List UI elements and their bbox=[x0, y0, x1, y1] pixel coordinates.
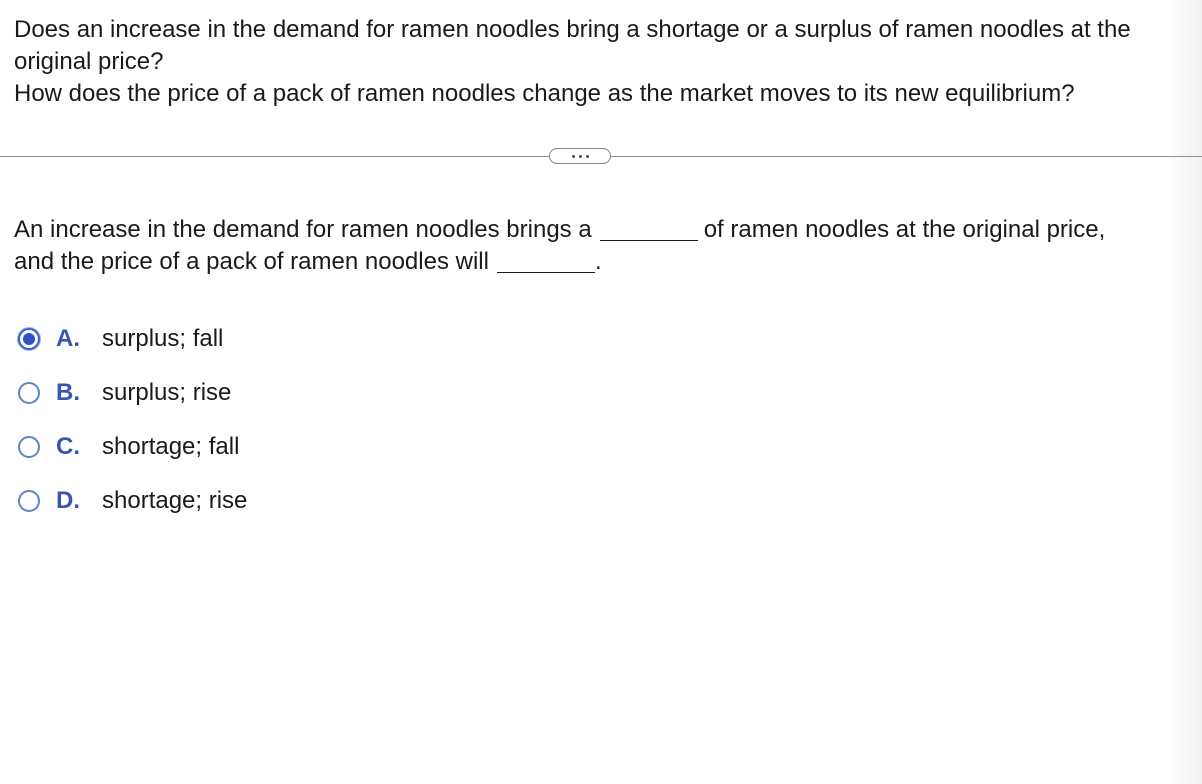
option-a[interactable] bbox=[18, 312, 247, 366]
radio-button[interactable] bbox=[18, 382, 40, 404]
answer-blank-2 bbox=[497, 246, 595, 273]
answer-options bbox=[18, 312, 247, 528]
option-b[interactable] bbox=[18, 366, 247, 420]
ellipsis-icon-dot bbox=[586, 155, 589, 158]
option-letter: D. bbox=[56, 487, 80, 514]
option-text: shortage; fall bbox=[102, 433, 240, 460]
option-d[interactable] bbox=[18, 474, 247, 528]
option-letter: C. bbox=[56, 433, 80, 460]
answer-line-1 bbox=[14, 214, 1200, 246]
option-text: surplus; fall bbox=[102, 325, 224, 352]
option-c[interactable] bbox=[18, 420, 247, 474]
ellipsis-icon-dot bbox=[579, 155, 582, 158]
option-text: shortage; rise bbox=[102, 487, 248, 514]
option-letter: A. bbox=[56, 325, 80, 352]
question-line-1: Does an increase in the demand for ramen noodles bring a shortage or a surplus of ramen noodles at the original price? bbox=[14, 16, 1131, 75]
answer-part-1: An increase in the demand for ramen noodles brings a bbox=[14, 216, 592, 243]
answer-part-4: . bbox=[594, 248, 602, 275]
expand-button[interactable] bbox=[549, 148, 611, 164]
answer-part-2: of ramen noodles at the original price, bbox=[703, 216, 1106, 243]
answer-sentence bbox=[14, 214, 1200, 278]
radio-button[interactable] bbox=[18, 436, 40, 458]
option-text: surplus; rise bbox=[102, 379, 232, 406]
radio-button[interactable] bbox=[18, 490, 40, 512]
answer-line-2 bbox=[14, 246, 1200, 278]
answer-blank-1 bbox=[600, 214, 698, 241]
answer-part-3: and the price of a pack of ramen noodles will bbox=[14, 248, 489, 275]
option-letter: B. bbox=[56, 379, 80, 406]
ellipsis-icon bbox=[572, 155, 575, 158]
radio-button-selected[interactable] bbox=[18, 328, 40, 350]
question-line-2: How does the price of a pack of ramen noodles change as the market moves to its new equilibrium? bbox=[14, 80, 1075, 107]
radio-dot bbox=[23, 333, 35, 345]
question-text bbox=[14, 14, 1194, 110]
